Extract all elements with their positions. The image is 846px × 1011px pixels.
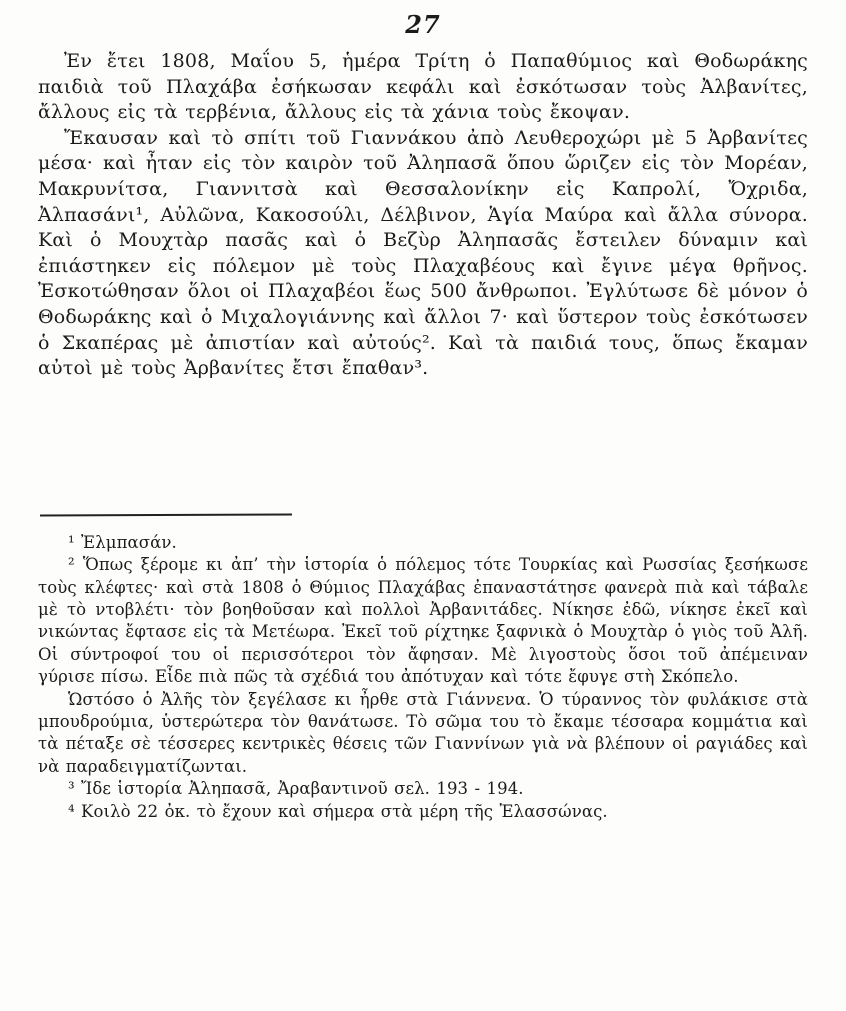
paragraph: Ἔκαυσαν καὶ τὸ σπίτι τοῦ Γιαννάκου ἀπὸ Λευθεροχώρι μὲ 5 Ἀρβανίτες μέσα· καὶ ἦταν εἰς τὸν καιρὸν τοῦ Ἀληπασᾶ ὅπου ὥριζεν εἰς τὸν Μορέαν, Μακρυνίτσα, Γιαννιτσὰ καὶ Θεσσαλονίκην εἰς Καπρολί, Ὄχριδα, Ἀλπασάνι¹, Αὐλῶνα, Κακοσούλι, Δέλβινον, Ἁγία Μαύρα καὶ ἄλλα σύνορα. Καὶ ὁ Μουχτὰρ πασᾶς καὶ ὁ Βεζὺρ Ἀληπασᾶς ἔστειλεν δύναμιν καὶ ἐπιάστηκεν εἰς πόλεμον μὲ τοὺς Πλαχαβέους καὶ ἔγινε μέγα θρῆνος. Ἐσκοτώθησαν ὅλοι οἱ Πλαχαβέοι ἕως 500 ἄνθρωποι. Ἐγλύτωσε δὲ μόνον ὁ Θοδωράκης καὶ ὁ Μιχαλογιάννης καὶ ἄλλοι 7· καὶ ὕστερον τοὺς ἐσκότωσεν ὁ Σκαπέρας μὲ ἀπιστίαν καὶ αὐτούς². Καὶ τὰ παιδιά τους, ὅπως ἔκαμαν αὐτοὶ μὲ τοὺς Ἀρβανίτες ἔτσι ἔπαθαν³. <box>38 126 808 380</box>
footnotes <box>38 532 808 823</box>
footnote-separator <box>40 513 292 516</box>
footnote-2-continued: Ὡστόσο ὁ Ἀλῆς τὸν ξεγέλασε κι ἦρθε στὰ Γιάννενα. Ὁ τύραννος τὸν φυλάκισε στὰ μπουδρούμια, ὑστερώτερα τὸν θανάτωσε. Τὸ σῶμα του τὸ ἔκαμε τέσσαρα κομμάτια καὶ τὰ πέταξε σὲ τέσσερες κεντρικὲς θέσεις τῶν Γιαννίνων γιὰ νὰ βλέπουν οἱ ραγιάδες καὶ νὰ παραδειγματίζωνται. <box>38 689 808 776</box>
footnote-2: ² Ὅπως ξέρομε κι ἀπ’ τὴν ἱστορία ὁ πόλεμος τότε Τουρκίας καὶ Ρωσσίας ξεσήκωσε τοὺς κλέφτες· καὶ στὰ 1808 ὁ Θύμιος Πλαχάβας ἐπαναστάτησε φανερὰ πιὰ καὶ τάβαλε μὲ τὸ ντοβλέτι· τὸν βοηθοῦσαν καὶ πολλοὶ Ἀρβανιτάδες. Νίκησε ἐδῶ, νίκησε ἐκεῖ καὶ νικώντας ἔφτασε εἰς τὰ Μετέωρα. Ἐκεῖ τοῦ ρίχτηκε ξαφνικὰ ὁ Μουχτὰρ ὁ γιὸς τοῦ Ἀλῆ. Οἱ σύντροφοί του οἱ περισσότεροι τὸν ἄφησαν. Μὲ λιγοστοὺς ὅσοι τοῦ ἀπέμειναν γύρισε πίσω. Εἶδε πιὰ πῶς τὰ σχέδιά του ἀπότυχαν καὶ τότε ἔφυγε στὴ Σκόπελο. <box>38 555 808 687</box>
footnote-4: ⁴ Κοιλὸ 22 ὀκ. τὸ ἔχουν καὶ σήμερα στὰ μέρη τῆς Ἐλασσώνας. <box>68 801 608 821</box>
page-number: 27 <box>405 10 441 39</box>
footnote-3: ³ Ἴδε ἱστορία Ἀληπασᾶ, Ἀραβαντινοῦ σελ. 193 - 194. <box>68 779 524 799</box>
paragraph: Ἐν ἔτει 1808, Μαΐου 5, ἡμέρα Τρίτη ὁ Παπαθύμιος καὶ Θοδωράκης παιδιὰ τοῦ Πλαχάβα ἐσήκωσαν κεφάλι καὶ ἐσκότωσαν τοὺς Ἀλβανίτες, ἄλλους εἰς τὰ τερβένια, ἄλλους εἰς τὰ χάνια τοὺς ἔκοψαν. <box>38 50 808 124</box>
main-text <box>38 49 808 382</box>
footnote-1: ¹ Ἐλμπασάν. <box>68 532 177 552</box>
